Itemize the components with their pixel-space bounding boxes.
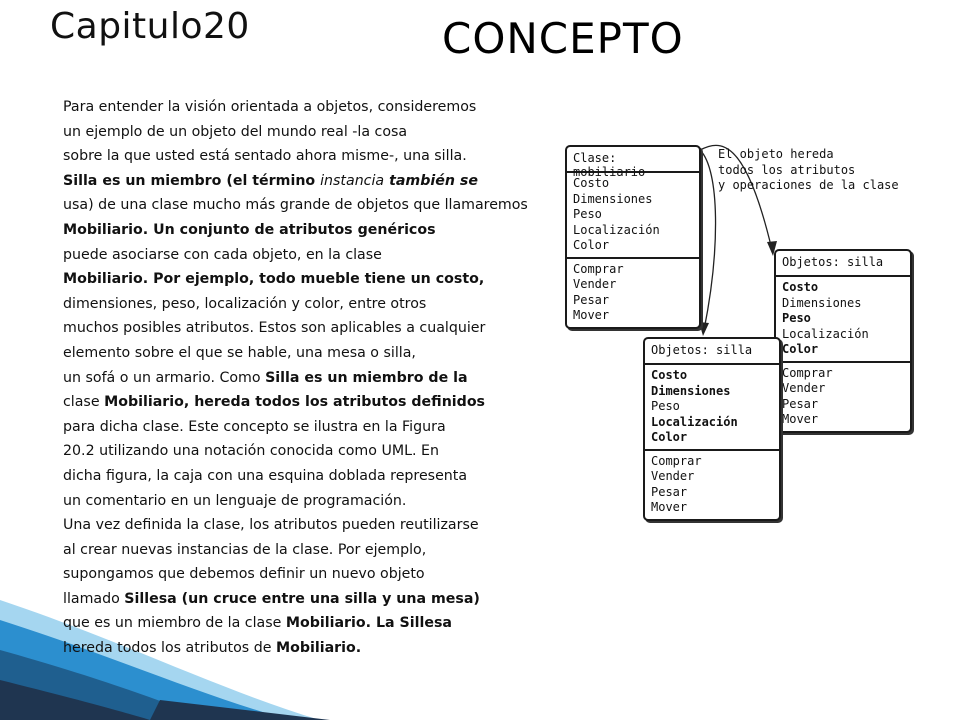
paragraph-line xyxy=(63,193,583,218)
paragraph-line xyxy=(63,489,583,514)
uml-member: Comprar xyxy=(782,365,833,380)
paragraph-line xyxy=(63,538,583,563)
class-box-attributes xyxy=(567,173,699,257)
uml-member: Color xyxy=(651,430,688,444)
paragraph-line xyxy=(63,611,583,636)
body-paragraph xyxy=(63,95,583,661)
paragraph-run: también se xyxy=(384,172,478,189)
uml-member: Dimensiones xyxy=(573,191,653,206)
paragraph-line xyxy=(63,267,583,292)
note-line: todos los atributos xyxy=(718,162,856,177)
paragraph-run: Mobiliario. xyxy=(275,640,362,657)
note-line: El objeto hereda xyxy=(718,147,834,161)
paragraph-run: muchos posibles atributos. Estos son aplicables a cualquier xyxy=(63,320,486,337)
paragraph-line xyxy=(63,120,583,145)
paragraph-run: Una vez definida la clase, los atributos pueden reutilizarse xyxy=(63,517,479,534)
paragraph-line xyxy=(63,636,583,661)
inheritance-note xyxy=(718,147,899,194)
uml-member: Costo xyxy=(573,176,610,190)
uml-member: Dimensiones xyxy=(782,295,862,310)
uml-member: Localización xyxy=(573,222,660,237)
paragraph-run: dicha figura, la caja con una esquina doblada representa xyxy=(63,467,468,484)
paragraph-line xyxy=(63,169,583,194)
paragraph-line xyxy=(63,341,583,366)
paragraph-line xyxy=(63,439,583,464)
class-box-header: Clase: mobiliario xyxy=(567,147,699,173)
object-box-right-attributes xyxy=(776,277,910,361)
paragraph-run: puede asociarse con cada objeto, en la clase xyxy=(63,246,382,263)
uml-member: Pesar xyxy=(573,292,610,307)
paragraph-run: clase xyxy=(63,394,105,411)
uml-object-box-bottom xyxy=(643,337,781,521)
uml-member: Mover xyxy=(651,500,688,514)
uml-member: Vender xyxy=(782,381,826,395)
paragraph-run: instancia xyxy=(320,172,385,189)
object-box-bottom-header: Objetos: silla xyxy=(645,339,779,365)
paragraph-run: dimensiones, peso, localización y color, entre otros xyxy=(63,295,427,312)
uml-member: Mover xyxy=(573,308,610,322)
uml-member: Comprar xyxy=(651,453,702,468)
paragraph-run: supongamos que debemos definir un nuevo objeto xyxy=(63,566,425,583)
uml-member: Localización xyxy=(782,326,869,341)
paragraph-line xyxy=(63,415,583,440)
uml-member: Pesar xyxy=(651,484,688,499)
uml-member: Mover xyxy=(782,412,819,426)
paragraph-line xyxy=(63,95,583,120)
paragraph-run: un ejemplo de un objeto del mundo real -la cosa xyxy=(63,123,408,140)
paragraph-run: hereda todos los atributos de xyxy=(63,640,276,657)
uml-member: Localización xyxy=(651,414,738,429)
paragraph-run: sobre la que usted está sentado ahora misme-, una silla. xyxy=(63,148,467,165)
paragraph-run: Silla es un miembro (el término xyxy=(63,172,321,189)
paragraph-line xyxy=(63,292,583,317)
paragraph-run: Para entender la visión orientada a objetos, consideremos xyxy=(63,99,477,115)
paragraph-line xyxy=(63,243,583,268)
paragraph-run: llamado xyxy=(63,590,125,607)
paragraph-run: 20.2 utilizando una notación conocida como UML. En xyxy=(63,443,439,460)
paragraph-line xyxy=(63,513,583,538)
uml-member: Costo xyxy=(651,368,688,382)
paragraph-run: al crear nuevas instancias de la clase. Por ejemplo, xyxy=(63,541,427,558)
paragraph-line xyxy=(63,366,583,391)
paragraph-line xyxy=(63,218,583,243)
uml-member: Costo xyxy=(782,280,819,294)
slide-title: CONCEPTO xyxy=(442,14,684,63)
uml-member: Vender xyxy=(651,469,695,483)
paragraph-run: Silla es un miembro de la xyxy=(265,369,468,386)
paragraph-line xyxy=(63,587,583,612)
object-box-right-operations xyxy=(776,361,910,431)
paragraph-run: Sillesa (un cruce entre una silla y una mesa) xyxy=(124,590,480,607)
uml-member: Peso xyxy=(573,207,602,221)
paragraph-run: usa) de una clase mucho más grande de objetos que llamaremos xyxy=(63,197,528,214)
object-box-right-header: Objetos: silla xyxy=(776,251,910,277)
class-box-operations xyxy=(567,257,699,327)
uml-class-box xyxy=(565,145,701,329)
paragraph-run: un comentario en un lenguaje de programación. xyxy=(63,492,407,509)
uml-member: Peso xyxy=(651,399,680,413)
uml-member: Color xyxy=(782,342,819,356)
paragraph-run: elemento sobre el que se hable, una mesa o silla, xyxy=(63,344,416,361)
chapter-heading: Capitulo20 xyxy=(50,6,250,47)
paragraph-line xyxy=(63,316,583,341)
uml-member: Dimensiones xyxy=(651,383,731,398)
uml-object-box-right xyxy=(774,249,912,433)
object-box-bottom-operations xyxy=(645,449,779,519)
paragraph-line xyxy=(63,562,583,587)
paragraph-line xyxy=(63,390,583,415)
uml-member: Peso xyxy=(782,311,811,325)
object-box-bottom-attributes xyxy=(645,365,779,449)
paragraph-run: para dicha clase. Este concepto se ilustra en la Figura xyxy=(63,418,446,435)
paragraph-run: que es un miembro de la clase xyxy=(63,615,286,632)
paragraph-line xyxy=(63,464,583,489)
paragraph-run: Mobiliario. Por ejemplo, todo mueble tiene un costo, xyxy=(63,271,485,288)
paragraph-line xyxy=(63,144,583,169)
uml-member: Pesar xyxy=(782,396,819,411)
paragraph-run: un sofá o un armario. Como xyxy=(63,369,266,386)
uml-member: Color xyxy=(573,238,610,252)
uml-member: Comprar xyxy=(573,261,624,276)
paragraph-run: Mobiliario. Un conjunto de atributos genéricos xyxy=(63,221,436,238)
uml-member: Vender xyxy=(573,277,617,291)
note-line: y operaciones de la clase xyxy=(718,178,899,192)
paragraph-run: Mobiliario. La Sillesa xyxy=(285,615,452,632)
paragraph-run: Mobiliario, hereda todos los atributos definidos xyxy=(104,394,486,411)
